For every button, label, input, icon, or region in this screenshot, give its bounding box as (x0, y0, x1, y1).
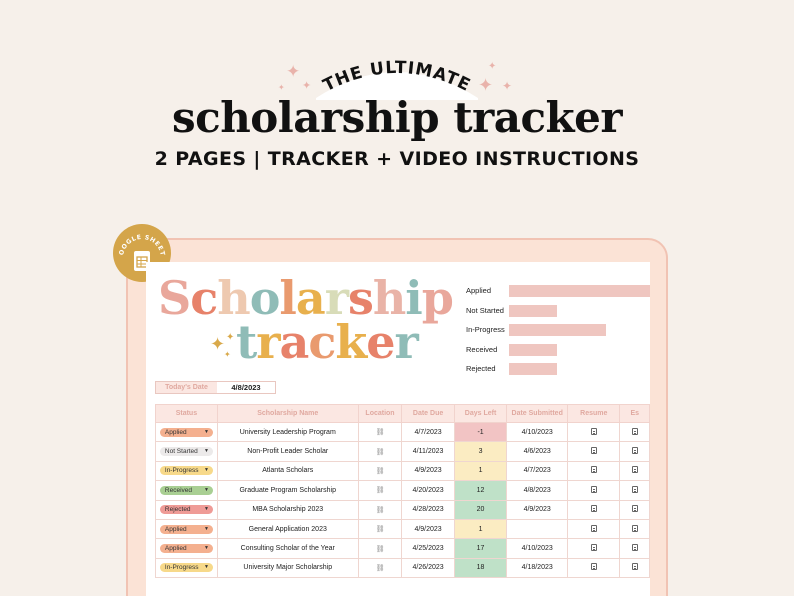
column-header: Days Left (454, 405, 506, 423)
table-row (156, 500, 650, 519)
status-cell[interactable] (156, 481, 218, 500)
resume-cell[interactable] (568, 539, 620, 558)
status-dropdown[interactable] (160, 466, 213, 475)
table-row (156, 461, 650, 480)
document-icon[interactable] (591, 486, 597, 493)
column-header: Date Due (402, 405, 454, 423)
title-letter: a (279, 315, 309, 369)
chevron-down-icon: ▼ (203, 448, 209, 455)
date-due-cell[interactable]: 4/26/2023 (402, 558, 454, 577)
status-dropdown[interactable] (160, 563, 213, 572)
title-letter: h (217, 271, 250, 325)
status-cell[interactable] (156, 423, 218, 442)
document-icon[interactable] (591, 466, 597, 473)
status-label: Not Started (164, 448, 198, 456)
document-icon[interactable] (632, 525, 638, 532)
document-icon[interactable] (632, 505, 638, 512)
days-left-cell: 17 (454, 539, 506, 558)
summary-bar (509, 363, 557, 375)
essay-cell[interactable] (620, 423, 650, 442)
location-cell[interactable] (358, 519, 402, 538)
document-icon[interactable] (591, 505, 597, 512)
todays-date-value[interactable]: 4/8/2023 (231, 383, 261, 392)
title-letter: t (236, 315, 257, 369)
title-letter: r (394, 315, 418, 369)
sparkle-icon: ✦ (224, 350, 231, 359)
date-due-cell[interactable]: 4/9/2023 (402, 519, 454, 538)
resume-cell[interactable] (568, 519, 620, 538)
scholarship-name-cell[interactable]: MBA Scholarship 2023 (217, 500, 358, 519)
resume-cell[interactable] (568, 423, 620, 442)
scholarship-table (155, 404, 650, 578)
scholarship-name-cell[interactable]: Graduate Program Scholarship (217, 481, 358, 500)
location-cell[interactable] (358, 423, 402, 442)
summary-bar (509, 305, 557, 317)
status-cell[interactable] (156, 539, 218, 558)
document-icon[interactable] (591, 525, 597, 532)
title-letter: c (190, 271, 218, 325)
summary-label: Rejected (466, 364, 496, 373)
date-submitted-cell[interactable] (507, 519, 568, 538)
table-row (156, 558, 650, 577)
title-letter: o (249, 271, 280, 325)
column-header: Scholarship Name (217, 405, 358, 423)
hero-header (0, 0, 794, 190)
scholarship-name-cell[interactable]: University Major Scholarship (217, 558, 358, 577)
column-header: Location (358, 405, 402, 423)
summary-bar (509, 285, 650, 297)
kicker-text: THE ULTIMATE (320, 57, 474, 97)
resume-cell[interactable] (568, 500, 620, 519)
scholarship-name-cell[interactable]: Non-Profit Leader Scholar (217, 442, 358, 461)
document-icon[interactable] (632, 563, 638, 570)
essay-cell[interactable] (620, 539, 650, 558)
title-letter: k (335, 315, 367, 369)
essay-cell[interactable] (620, 500, 650, 519)
link-icon[interactable]: ⛓ (375, 447, 385, 456)
status-dropdown[interactable] (160, 447, 213, 456)
summary-row (464, 304, 650, 324)
column-header: Resume (568, 405, 620, 423)
status-label: Applied (164, 428, 187, 436)
title-letter: s (347, 271, 373, 325)
link-icon[interactable]: ⛓ (375, 563, 385, 572)
date-due-cell[interactable]: 4/9/2023 (402, 461, 454, 480)
document-icon[interactable] (632, 466, 638, 473)
status-label: In-Progress (164, 467, 199, 475)
title-letter: l (279, 271, 296, 325)
sheet-title (158, 271, 453, 369)
document-icon[interactable] (591, 544, 597, 551)
link-icon[interactable]: ⛓ (375, 525, 385, 534)
document-icon[interactable] (591, 447, 597, 454)
essay-cell[interactable] (620, 461, 650, 480)
title-letter: i (405, 271, 422, 325)
status-cell[interactable] (156, 500, 218, 519)
location-cell[interactable] (358, 461, 402, 480)
link-icon[interactable]: ⛓ (375, 466, 385, 475)
spreadsheet-screen (146, 262, 650, 596)
date-submitted-cell[interactable]: 4/9/2023 (507, 500, 568, 519)
sheet-title-line2 (158, 315, 448, 369)
essay-cell[interactable] (620, 558, 650, 577)
date-submitted-cell[interactable]: 4/18/2023 (507, 558, 568, 577)
title-letter: e (366, 315, 395, 369)
status-label: Received (164, 486, 192, 494)
status-cell[interactable] (156, 461, 218, 480)
document-icon[interactable] (591, 428, 597, 435)
location-cell[interactable] (358, 539, 402, 558)
document-icon[interactable] (632, 486, 638, 493)
chevron-down-icon: ▼ (203, 467, 209, 474)
badge-text: OOGLE SHEET (118, 233, 166, 257)
summary-label: Not Started (466, 305, 504, 315)
column-header: Status (156, 405, 218, 423)
status-cell[interactable] (156, 519, 218, 538)
title-letter: r (324, 271, 348, 325)
status-label: Rejected (164, 506, 191, 514)
table-row (156, 481, 650, 500)
table-header-row (156, 405, 650, 423)
status-label: Applied (164, 525, 187, 533)
location-cell[interactable] (358, 442, 402, 461)
headline: scholarship tracker (172, 93, 622, 142)
document-icon[interactable] (591, 563, 597, 570)
table-row (156, 539, 650, 558)
sparkle-icon: ✦ (502, 79, 513, 93)
title-letter: p (421, 271, 453, 325)
chevron-down-icon: ▼ (203, 428, 209, 435)
summary-bar (509, 324, 606, 336)
column-header: Date Submitted (507, 405, 568, 423)
summary-row (464, 323, 650, 343)
scholarship-name-cell[interactable]: Atlanta Scholars (217, 461, 358, 480)
essay-cell[interactable] (620, 519, 650, 538)
summary-label: In-Progress (466, 325, 505, 334)
summary-label: Received (466, 344, 498, 354)
date-submitted-cell[interactable]: 4/10/2023 (507, 539, 568, 558)
title-letter: c (308, 315, 336, 369)
title-letter: S (158, 271, 191, 325)
scholarship-name-cell[interactable]: General Application 2023 (217, 519, 358, 538)
chevron-down-icon: ▼ (203, 486, 209, 493)
document-icon[interactable] (632, 544, 638, 551)
table-row (156, 519, 650, 538)
sparkle-icon: ✦ (226, 332, 235, 343)
days-left-cell: 1 (454, 461, 506, 480)
days-left-cell: 1 (454, 519, 506, 538)
summary-row (464, 284, 650, 304)
table-row (156, 423, 650, 442)
chevron-down-icon: ▼ (203, 525, 209, 532)
date-due-cell[interactable]: 4/25/2023 (402, 539, 454, 558)
chevron-down-icon: ▼ (203, 564, 209, 571)
chevron-down-icon: ▼ (203, 506, 209, 513)
days-left-cell: 20 (454, 500, 506, 519)
days-left-cell: 3 (454, 442, 506, 461)
summary-row (464, 343, 650, 363)
date-due-cell[interactable]: 4/28/2023 (402, 500, 454, 519)
location-cell[interactable] (358, 481, 402, 500)
link-icon[interactable]: ⛓ (375, 544, 385, 553)
link-icon[interactable]: ⛓ (375, 486, 385, 495)
title-letter: h (372, 271, 406, 325)
days-left-cell: 18 (454, 558, 506, 577)
document-icon[interactable] (632, 447, 638, 454)
link-icon[interactable]: ⛓ (375, 428, 385, 437)
subline: 2 PAGES | TRACKER + VIDEO INSTRUCTIONS (154, 148, 640, 170)
status-label: Applied (164, 545, 187, 553)
essay-cell[interactable] (620, 481, 650, 500)
status-summary-chart (464, 284, 650, 382)
todays-date (155, 381, 276, 394)
status-dropdown[interactable] (160, 544, 213, 553)
summary-label: Applied (466, 286, 492, 295)
summary-bar (509, 344, 557, 356)
status-dropdown[interactable] (160, 525, 213, 534)
date-submitted-cell[interactable]: 4/7/2023 (507, 461, 568, 480)
status-label: In-Progress (164, 564, 199, 572)
resume-cell[interactable] (568, 461, 620, 480)
status-cell[interactable] (156, 442, 218, 461)
table-row (156, 442, 650, 461)
days-left-cell: 12 (454, 481, 506, 500)
summary-row (464, 362, 650, 382)
status-cell[interactable] (156, 558, 218, 577)
scholarship-name-cell[interactable]: University Leadership Program (217, 423, 358, 442)
date-due-cell[interactable]: 4/20/2023 (402, 481, 454, 500)
column-header: Es (620, 405, 650, 423)
date-submitted-cell[interactable]: 4/6/2023 (507, 442, 568, 461)
sparkle-icon: ✦ (210, 334, 226, 355)
resume-cell[interactable] (568, 442, 620, 461)
date-due-cell[interactable]: 4/7/2023 (402, 423, 454, 442)
location-cell[interactable] (358, 558, 402, 577)
resume-cell[interactable] (568, 481, 620, 500)
status-dropdown[interactable] (160, 428, 213, 437)
days-left-cell: -1 (454, 423, 506, 442)
scholarship-name-cell[interactable]: Consulting Scholar of the Year (217, 539, 358, 558)
title-letter: a (295, 271, 325, 325)
date-due-cell[interactable]: 4/11/2023 (402, 442, 454, 461)
document-icon[interactable] (632, 428, 638, 435)
chevron-down-icon: ▼ (203, 545, 209, 552)
status-dropdown[interactable] (160, 505, 213, 514)
status-dropdown[interactable] (160, 486, 213, 495)
resume-cell[interactable] (568, 558, 620, 577)
sparkle-icon: ✦ (302, 79, 312, 92)
title-letter: r (256, 315, 280, 369)
date-submitted-cell[interactable]: 4/10/2023 (507, 423, 568, 442)
todays-date-label: Today's Date (156, 382, 217, 393)
sparkle-icon: ✦ (488, 61, 497, 72)
location-cell[interactable] (358, 500, 402, 519)
sparkle-icon: ✦ (286, 62, 301, 82)
essay-cell[interactable] (620, 442, 650, 461)
sparkle-icon: ✦ (278, 83, 285, 92)
link-icon[interactable]: ⛓ (375, 505, 385, 514)
sparkle-icon: ✦ (478, 75, 494, 96)
date-submitted-cell[interactable]: 4/8/2023 (507, 481, 568, 500)
